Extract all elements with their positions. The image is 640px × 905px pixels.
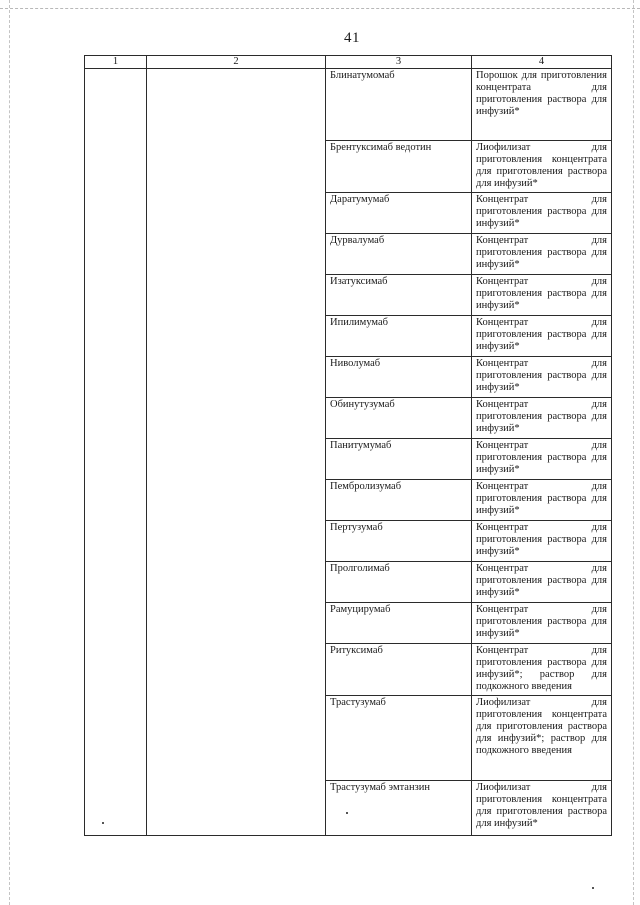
- drug-name-cell: Пролголимаб: [326, 562, 472, 603]
- dosage-form-cell: Концентрат для приготовления раствора для инфузий*: [472, 193, 612, 234]
- drug-table: [84, 55, 612, 836]
- dosage-form-cell: Концентрат для приготовления раствора для инфузий*: [472, 357, 612, 398]
- drug-name-cell: Даратумумаб: [326, 193, 472, 234]
- empty-cell-col2: [147, 69, 326, 836]
- dosage-form-cell: Лиофилизат для приготовления концентрата для приготовления раствора для инфузий*: [472, 141, 612, 193]
- dosage-form-cell: Концентрат для приготовления раствора для инфузий*; раствор для подкожного введения: [472, 644, 612, 696]
- column-header-4: 4: [472, 56, 612, 69]
- drug-name-cell: Трастузумаб: [326, 696, 472, 781]
- scan-speck: [102, 822, 104, 824]
- scan-edge-top: [0, 8, 640, 9]
- table-row: [85, 69, 612, 141]
- column-header-1: 1: [85, 56, 147, 69]
- dosage-form-cell: Концентрат для приготовления раствора для инфузий*: [472, 398, 612, 439]
- drug-name-cell: Блинатумомаб: [326, 69, 472, 141]
- drug-name-cell: Дурвалумаб: [326, 234, 472, 275]
- dosage-form-cell: Лиофилизат для приготовления концентрата для приготовления раствора для инфузий*; раствор для подкожного введения: [472, 696, 612, 781]
- drug-name-cell: Ипилимумаб: [326, 316, 472, 357]
- dosage-form-cell: Концентрат для приготовления раствора для инфузий*: [472, 275, 612, 316]
- page-number: 41: [344, 30, 360, 46]
- dosage-form-cell: Концентрат для приготовления раствора для инфузий*: [472, 234, 612, 275]
- drug-name-cell: Брентуксимаб ведотин: [326, 141, 472, 193]
- drug-name-cell: Изатуксимаб: [326, 275, 472, 316]
- dosage-form-cell: Концентрат для приготовления раствора для инфузий*: [472, 480, 612, 521]
- table-header-row: [85, 56, 612, 69]
- column-header-2: 2: [147, 56, 326, 69]
- dosage-form-cell: Концентрат для приготовления раствора для инфузий*: [472, 439, 612, 480]
- dosage-form-cell: Порошок для приготовления концентрата для приготовления раствора для инфузий*: [472, 69, 612, 141]
- drug-name-cell: Трастузумаб эмтанзин: [326, 781, 472, 836]
- scan-edge-left: [9, 0, 10, 905]
- column-header-3: 3: [326, 56, 472, 69]
- scan-speck: [592, 887, 594, 889]
- dosage-form-cell: Концентрат для приготовления раствора для инфузий*: [472, 316, 612, 357]
- scan-speck: [346, 812, 348, 814]
- drug-name-cell: Панитумумаб: [326, 439, 472, 480]
- drug-name-cell: Рамуцирумаб: [326, 603, 472, 644]
- dosage-form-cell: Концентрат для приготовления раствора для инфузий*: [472, 521, 612, 562]
- dosage-form-cell: Концентрат для приготовления раствора для инфузий*: [472, 562, 612, 603]
- dosage-form-cell: Концентрат для приготовления раствора для инфузий*: [472, 603, 612, 644]
- dosage-form-cell: Лиофилизат для приготовления концентрата для приготовления раствора для инфузий*: [472, 781, 612, 836]
- drug-name-cell: Ритуксимаб: [326, 644, 472, 696]
- table-body: [85, 69, 612, 836]
- drug-name-cell: Пембролизумаб: [326, 480, 472, 521]
- drug-name-cell: Пертузумаб: [326, 521, 472, 562]
- drug-name-cell: Ниволумаб: [326, 357, 472, 398]
- empty-cell-col1: [85, 69, 147, 836]
- drug-name-cell: Обинутузумаб: [326, 398, 472, 439]
- scan-edge-right: [633, 0, 634, 905]
